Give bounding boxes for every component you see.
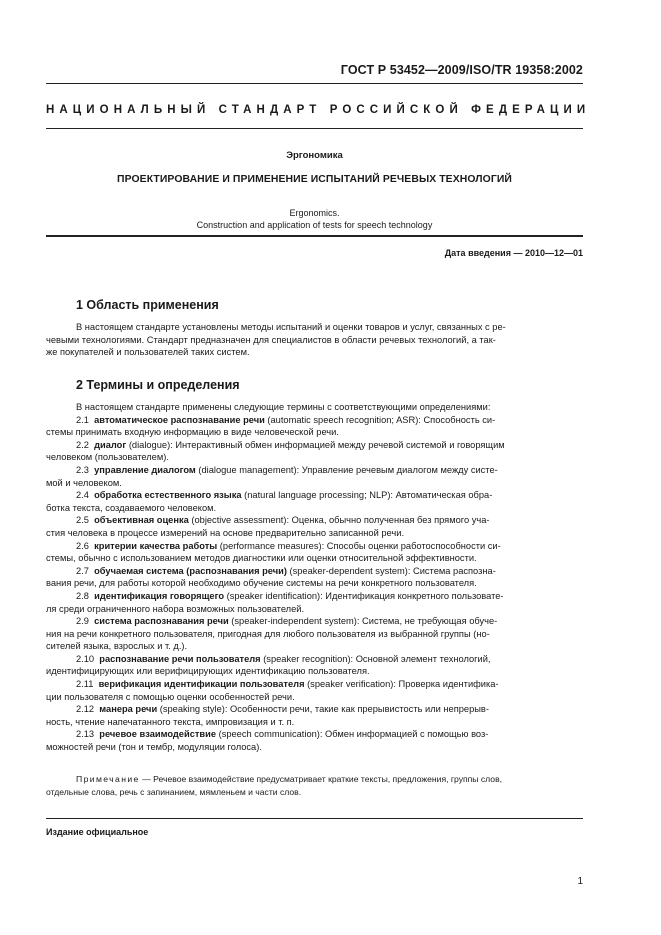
def-text: (natural language processing; NLP): Автоматическая обра- xyxy=(241,490,493,501)
def-term: автоматическое распознавание речи xyxy=(94,414,265,425)
text-line: человеком (пользователем). xyxy=(46,452,169,463)
document-title: ПРОЕКТИРОВАНИЕ И ПРИМЕНЕНИЕ ИСПЫТАНИЙ РЕЧЕВЫХ ТЕХНОЛОГИЙ xyxy=(117,174,512,185)
text-line: идентифицирующих или верифицирующих идентификацию пользователя. xyxy=(46,666,370,677)
def-number: 2.5 xyxy=(76,515,89,526)
note-line-1 xyxy=(46,773,583,786)
def-number: 2.6 xyxy=(76,540,89,551)
english-title-line-1: Ergonomics. xyxy=(289,208,340,218)
standard-code: ГОСТ Р 53452—2009/ISO/TR 19358:2002 xyxy=(340,63,583,77)
subject: Эргономика xyxy=(286,150,343,161)
text-line: ботка текста, создаваемого человеком. xyxy=(46,502,217,513)
header-rule xyxy=(46,83,583,84)
text-line: можностей речи (тон и тембр, модуляции голоса). xyxy=(46,742,262,753)
text-line: ции пользователя с помощью оценки особенностей речи. xyxy=(46,691,295,702)
official-edition-label: Издание официальное xyxy=(46,827,149,837)
def-number: 2.1 xyxy=(76,414,89,425)
note-label: Примечание xyxy=(76,774,140,784)
text-line: ния на речи конкретного пользователя, пригодная для любого пользователя из выбранной группы (но- xyxy=(46,628,490,639)
def-term: распознавание речи пользователя xyxy=(99,653,261,664)
def-number: 2.2 xyxy=(76,439,89,450)
effective-date: Дата введения — 2010—12—01 xyxy=(444,248,583,258)
def-term: речевое взаимодействие xyxy=(99,729,217,740)
english-title xyxy=(46,207,583,231)
text-line: ля среди ограниченного набора возможных пользователей. xyxy=(46,603,305,614)
def-number: 2.8 xyxy=(76,590,89,601)
text-line: ность, чтение напечатанного текста, импровизация и т. п. xyxy=(46,716,295,727)
text-line: сителей языка, взрослых и т. д.). xyxy=(46,641,188,652)
text-line: стемы принимать входную информацию в виде человеческой речи. xyxy=(46,427,339,438)
def-term: идентификация говорящего xyxy=(94,590,225,601)
def-number: 2.9 xyxy=(76,616,89,627)
definition-2-2 xyxy=(46,439,583,452)
definition-2-12 xyxy=(46,703,583,716)
def-text: (speaker-independent system): Система, не требующая обуче- xyxy=(228,616,498,627)
def-number: 2.11 xyxy=(76,679,94,690)
title-rule-top xyxy=(46,128,583,129)
def-text: (objective assessment): Оценка, обычно полученная без прямого уча- xyxy=(188,515,490,526)
def-number: 2.12 xyxy=(76,704,95,715)
definition-2-11 xyxy=(46,678,583,691)
def-text: (speaking style): Особенности речи, такие как прерывистость или непрерыв- xyxy=(157,704,489,715)
definition-2-9 xyxy=(46,615,583,628)
definition-2-5 xyxy=(46,514,583,527)
footer-rule xyxy=(46,818,583,819)
def-text: (speaker verification): Проверка идентифика- xyxy=(304,679,499,690)
text-line: стия человека в процессе измерений на основе предварительно записанной речи. xyxy=(46,527,405,538)
section-1-text xyxy=(46,321,583,359)
definition-2-7 xyxy=(46,565,583,578)
def-term: управление диалогом xyxy=(94,464,196,475)
def-text: (automatic speech recognition; ASR): Способность си- xyxy=(264,414,496,425)
def-number: 2.4 xyxy=(76,490,89,501)
def-number: 2.3 xyxy=(76,464,89,475)
text-line: В настоящем стандарте установлены методы испытаний и оценки товаров и услуг, связанных с ре- xyxy=(76,322,506,332)
def-term: обработка естественного языка xyxy=(94,490,242,501)
english-title-line-2: Construction and application of tests for speech technology xyxy=(196,220,433,230)
definition-2-3 xyxy=(46,464,583,477)
def-text: (dialogue): Интерактивный обмен информацией между речевой системой и говорящим xyxy=(126,439,505,450)
text-line: мой и человеком. xyxy=(46,477,122,488)
def-term: верификация идентификации пользователя xyxy=(98,679,305,690)
definition-2-13 xyxy=(46,728,583,741)
definition-2-10 xyxy=(46,653,583,666)
def-number: 2.7 xyxy=(76,565,89,576)
def-text: (speech communication): Обмен информацией с помощью воз- xyxy=(216,729,489,740)
page-number: 1 xyxy=(577,876,583,887)
note xyxy=(46,773,583,798)
def-term: обучаемая система (распознавания речи) xyxy=(94,565,287,576)
def-text: (speaker-dependent system): Система распозна- xyxy=(286,565,496,576)
note-text: — Речевое взаимодействие предусматривает краткие тексты, предложения, группы слов, xyxy=(139,774,503,784)
def-term: критерии качества работы xyxy=(94,540,218,551)
text-line: стемы, обычно с использованием методов диагностики или оценки относительной эффективности. xyxy=(46,553,477,564)
definition-2-6 xyxy=(46,540,583,553)
def-text: (speaker recognition): Основной элемент технологий, xyxy=(260,653,491,664)
text-line: чевыми технологиями. Стандарт предназначен для специалистов в области речевых технологий, а так- xyxy=(46,334,496,345)
definition-2-4 xyxy=(46,489,583,502)
section-2-heading: 2 Термины и определения xyxy=(76,378,240,392)
text-line: вания речи, для работы которой необходимо обучение системы на речи конкретного пользователя. xyxy=(46,578,477,589)
title-rule-bottom xyxy=(46,235,583,237)
text-line: В настоящем стандарте применены следующие термины с соответствующими определениями: xyxy=(76,402,491,412)
section-1-heading: 1 Область применения xyxy=(76,298,219,312)
def-number: 2.13 xyxy=(76,729,95,740)
def-term: диалог xyxy=(94,439,127,450)
def-text: (speaker identification): Идентификация конкретного пользовате- xyxy=(224,590,504,601)
def-term: манера речи xyxy=(99,704,158,715)
definition-2-8 xyxy=(46,590,583,603)
def-text: (performance measures): Способы оценки работоспособности си- xyxy=(217,540,501,551)
text-line: же покупателей и пользователей таких систем. xyxy=(46,347,250,358)
national-standard-title: НАЦИОНАЛЬНЫЙ СТАНДАРТ РОССИЙСКОЙ ФЕДЕРАЦИИ xyxy=(46,104,591,116)
def-term: объективная оценка xyxy=(94,515,189,526)
note-line-2: отдельные слова, речь с запинанием, мямленьем и части слов. xyxy=(46,786,302,797)
definition-2-1 xyxy=(46,414,583,427)
def-term: система распознавания речи xyxy=(94,616,229,627)
def-text: (dialogue management): Управление речевым диалогом между систе- xyxy=(195,464,498,475)
section-2-text xyxy=(46,401,583,754)
def-number: 2.10 xyxy=(76,653,95,664)
